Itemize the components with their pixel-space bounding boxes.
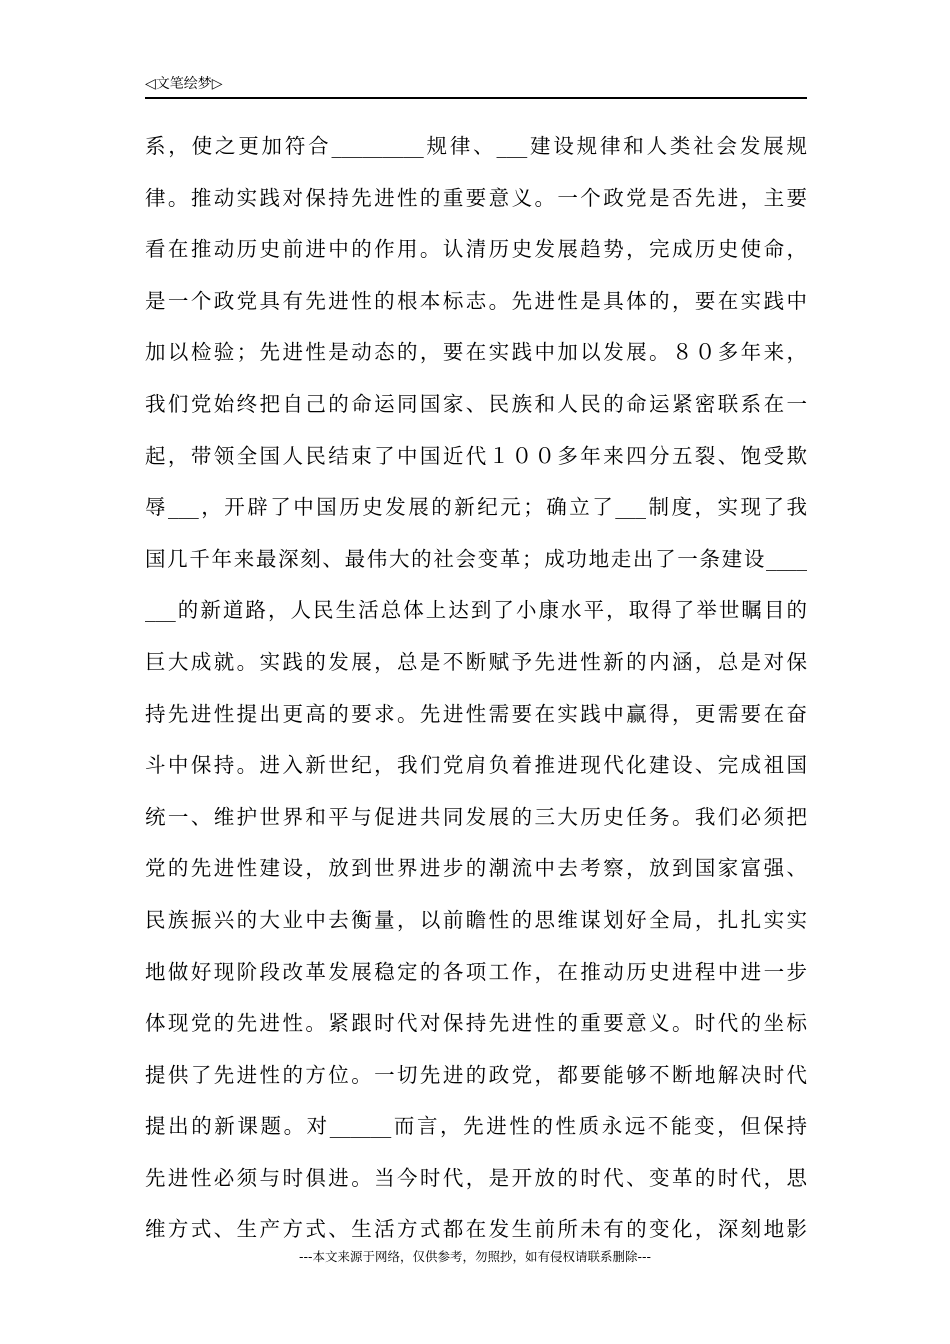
body-line: 辱___，开辟了中国历史发展的新纪元；确立了___制度，实现了我 bbox=[145, 495, 807, 520]
body-line: 党的先进性建设，放到世界进步的潮流中去考察，放到国家富强、 bbox=[145, 856, 807, 881]
body-line: 我们党始终把自己的命运同国家、民族和人民的命运紧密联系在一 bbox=[145, 391, 807, 416]
body-line: 持先进性提出更高的要求。先进性需要在实践中赢得，更需要在奋 bbox=[145, 701, 807, 726]
body-line: 律。推动实践对保持先进性的重要意义。一个政党是否先进，主要 bbox=[145, 185, 807, 210]
page-header bbox=[145, 73, 807, 99]
body-line: 提出的新课题。对______而言，先进性的性质永远不能变，但保持 bbox=[145, 1114, 807, 1139]
body-line: ___的新道路，人民生活总体上达到了小康水平，取得了举世瞩目的 bbox=[145, 598, 807, 623]
document-body bbox=[145, 121, 807, 1256]
body-line: 斗中保持。进入新世纪，我们党肩负着推进现代化建设、完成祖国 bbox=[145, 753, 807, 778]
body-line: 统一、维护世界和平与促进共同发展的三大历史任务。我们必须把 bbox=[145, 804, 807, 829]
body-line: 起，带领全国人民结束了中国近代１００多年来四分五裂、饱受欺 bbox=[145, 443, 807, 468]
body-line: 巨大成就。实践的发展，总是不断赋予先进性新的内涵，总是对保 bbox=[145, 649, 807, 674]
body-line: 看在推动历史前进中的作用。认清历史发展趋势，完成历史使命， bbox=[145, 237, 807, 262]
body-line: 地做好现阶段改革发展稳定的各项工作，在推动历史进程中进一步 bbox=[145, 959, 807, 984]
header-title: ◁文笔绘梦▷ bbox=[145, 76, 223, 92]
body-line: 维方式、生产方式、生活方式都在发生前所未有的变化，深刻地影 bbox=[145, 1217, 807, 1242]
body-line: 民族振兴的大业中去衡量，以前瞻性的思维谋划好全局，扎扎实实 bbox=[145, 907, 807, 932]
body-line: 先进性必须与时俱进。当今时代，是开放的时代、变革的时代，思 bbox=[145, 1165, 807, 1190]
page-footer: ---本文来源于网络，仅供参考，勿照抄，如有侵权请联系删除--- bbox=[298, 1249, 652, 1264]
body-line: 系，使之更加符合_________规律、___建设规律和人类社会发展规 bbox=[145, 134, 807, 158]
body-line: 是一个政党具有先进性的根本标志。先进性是具体的，要在实践中 bbox=[145, 288, 807, 313]
body-line: 加以检验；先进性是动态的，要在实践中加以发展。８０多年来， bbox=[145, 340, 807, 365]
body-line: 体现党的先进性。紧跟时代对保持先进性的重要意义。时代的坐标 bbox=[145, 1011, 807, 1036]
body-line: 提供了先进性的方位。一切先进的政党，都要能够不断地解决时代 bbox=[145, 1062, 807, 1087]
body-line: 国几千年来最深刻、最伟大的社会变革；成功地走出了一条建设____ bbox=[145, 546, 807, 571]
